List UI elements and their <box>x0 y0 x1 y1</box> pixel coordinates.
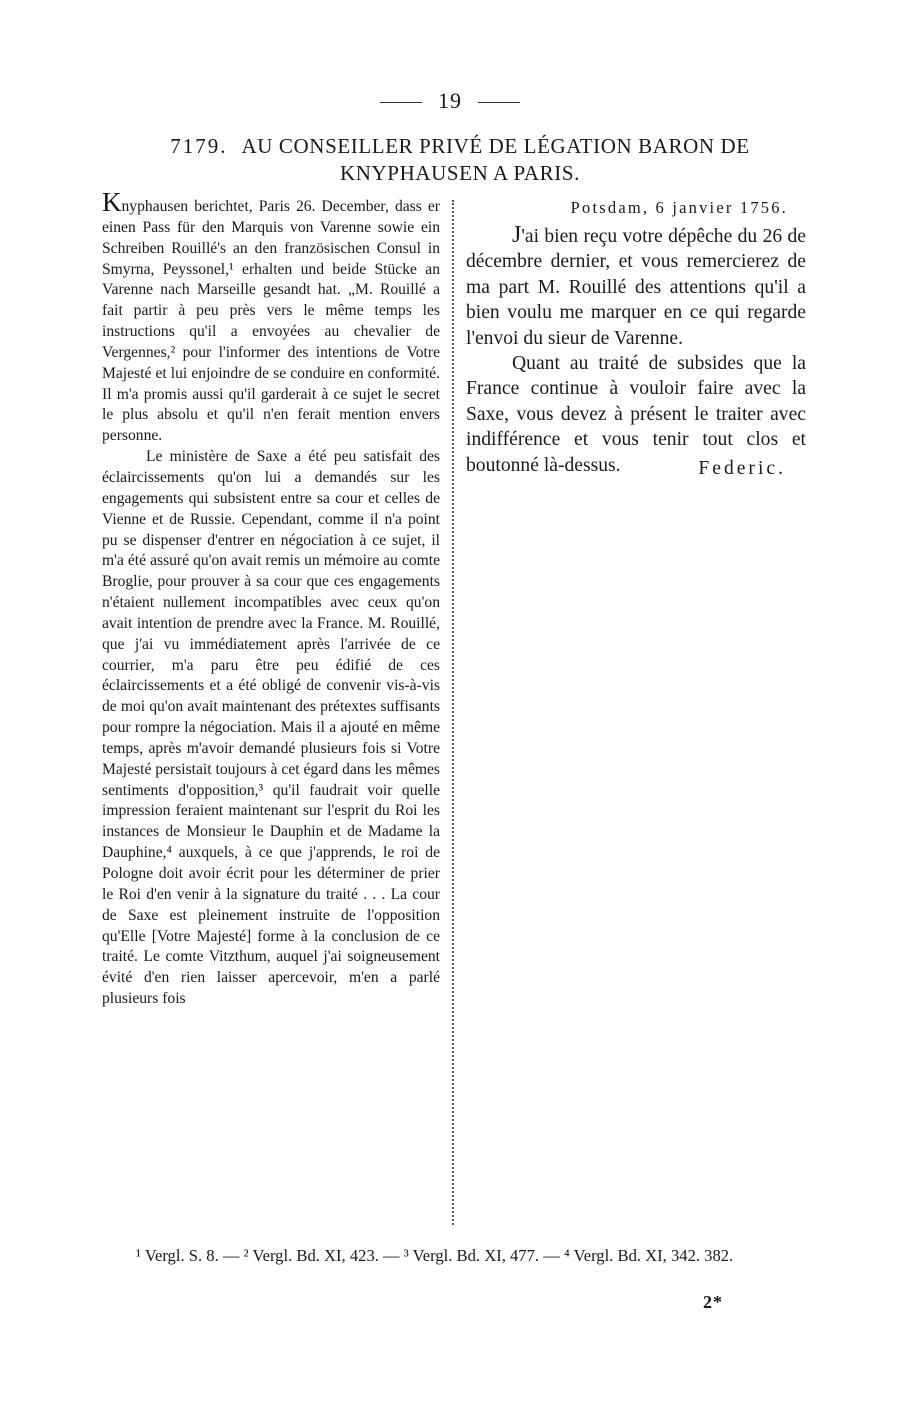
column-divider <box>452 200 454 1225</box>
footnote-text: ¹ Vergl. S. 8. — ² Vergl. Bd. XI, 423. — ³ Vergl. Bd. XI, 477. — ⁴ Vergl. Bd. XI, 342. 382. <box>136 1246 734 1265</box>
page-number <box>0 88 900 114</box>
drop-cap: K <box>102 187 122 217</box>
letter-heading <box>120 133 800 187</box>
report-summary-column <box>102 187 440 1010</box>
letter-number: 7179. <box>170 134 228 158</box>
printer-signature-mark: 2* <box>703 1292 723 1312</box>
page-number-rule-right <box>478 102 520 103</box>
page-number-rule-left <box>380 102 422 103</box>
report-paragraph-1 <box>102 187 440 447</box>
reply-column <box>466 197 806 481</box>
reply-paragraph-1-text: 'ai bien reçu votre dépêche du 26 de décembre dernier, et vous remercierez de ma part M. Rouillé des attentions qu'il a bien voulu me marquer en ce qui regarde l'envoi du sieur de Varenne. <box>466 226 806 349</box>
footnotes <box>102 1245 814 1267</box>
reply-paragraph-2: Quant au traité de subsides que la France continue à vouloir faire avec la Saxe, vous devez à présent le traiter avec indifférence et vous tenir tout clos et boutonné là-dessus. <box>466 353 806 476</box>
heading-line-1: AU CONSEILLER PRIVÉ DE LÉGATION BARON DE <box>241 134 750 158</box>
dateline: Potsdam, 6 janvier 1756. <box>570 198 788 217</box>
heading-line-2: KNYPHAUSEN A PARIS. <box>340 161 580 185</box>
report-paragraph-2: Le ministère de Saxe a été peu satisfait des éclaircissements qu'on lui a demandés sur les engagements qui subsistent entre sa cour et celles de Vienne et de Russie. Cependant, comme il n'a point pu se dispenser d'entrer en négociation à ce sujet, il m'a été assuré qu'on avait remis un mémoire au comte Broglie, pour prouver à sa cour que ces engagements n'étaient nullement incompatibles avec ceux qu'on avait intention de prendre avec la France. M. Rouillé, que j'ai vu immédiatement après l'arrivée de ce courrier, m'a paru être peu édifié de ces éclaircissements et a été obligé de convenir vis-à-vis de moi qu'on avait maintenant des prétextes suffisants pour rompre la négociation. Mais il a ajouté en même temps, après m'avoir demandé plusieurs fois si Votre Majesté persistait toujours à cet égard dans les mêmes sentiments d'opposition,³ qu'il faudrait voir quelle impression feraient maintenant sur l'esprit du Roi les instances de Monsieur le Dauphin et de Madame la Dauphine,⁴ auxquels, à ce que j'apprends, le roi de Pologne doit avoir écrit pour les déterminer de prier le Roi d'en venir à la signature du traité . . . La cour de Saxe est pleinement instruite de l'opposition qu'Elle [Votre Majesté] forme à la conclusion de ce traité. Le comte Vitzthum, auquel j'ai soigneusement évité d'en rien laisser apercevoir, m'en a parlé plusieurs fois <box>102 448 440 1008</box>
signature: Federic. <box>698 458 786 480</box>
report-paragraph-1-text: nyphausen berichtet, Paris 26. December, dass er einen Pass für den Marquis von Varenne sowie ein Schreiben Rouillé's an den französischen Consul in Smyrna, Peyssonel,¹ erhalten und beide Stücke an Varenne nach Marseille gesandt hat. „M. Rouillé a fait partir à peu près vers le même temps les instructions qu'il a envoyées au chevalier de Vergennes,² pour l'informer des intentions de Votre Majesté et lui enjoindre de se conduire en conformité. Il m'a promis aussi qu'il garderait à ce sujet le secret le plus absolu et qu'il n'en ferait mention envers personne. <box>102 198 440 445</box>
page-number-text: 19 <box>438 88 462 113</box>
reply-paragraph-1 <box>466 223 806 351</box>
reply-initial: J <box>512 222 522 248</box>
